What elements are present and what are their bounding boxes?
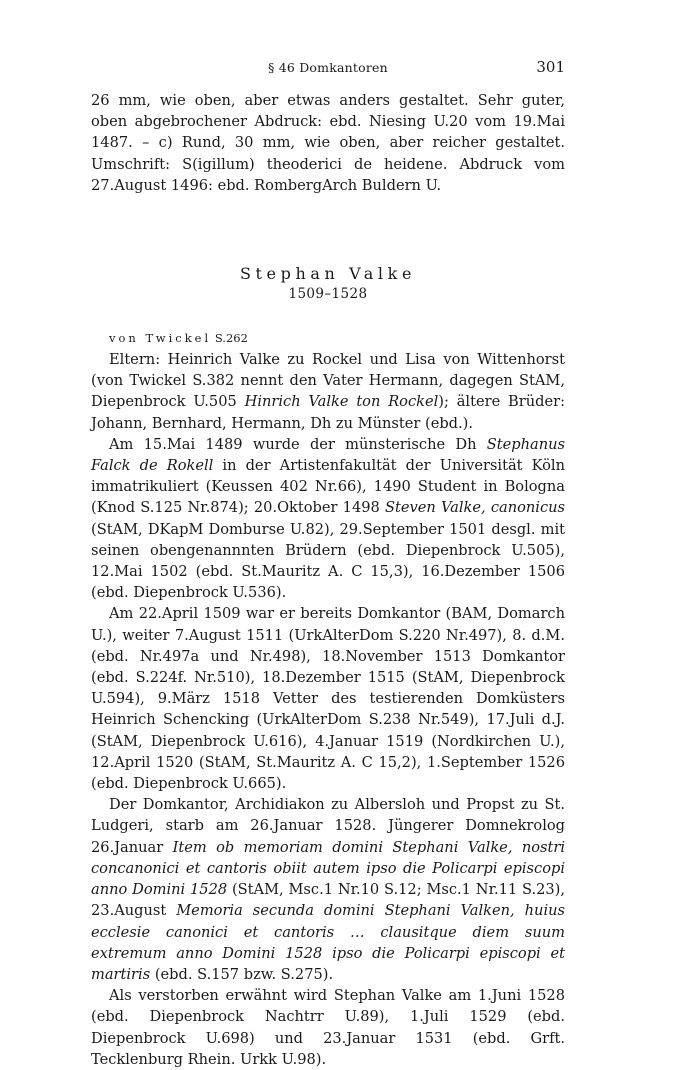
running-title: § 46 Domkantoren: [268, 60, 388, 75]
intro-paragraph: 26 mm, wie oben, aber etwas anders gestaltet. Sehr guter, oben abgebrochener Abdruck: ebd. Niesing U.20 vom 19.Mai 1487. – c) Rund, 30 mm, wie oben, aber reicher gestaltet. Umschrift: S(igillum) theoderici de heidene. Abdruck vom 27.August 1496: ebd. RombergArch Buldern U.: [91, 92, 565, 194]
page-number: 301: [536, 58, 565, 76]
paragraph-parents: [91, 349, 565, 434]
italic-quote: Hinrich Valke ton Rockel: [244, 393, 439, 411]
italic-quote: Steven Valke, canonicus: [385, 499, 566, 517]
paragraph-career: [91, 434, 565, 604]
entry-years: 1509–1528: [288, 286, 368, 303]
text-run: (StAM, DKapM Domburse U.82), 29.September 1501 desgl. mit seinen obengenannnten Brüdern (ebd. Diepenbrock U.505), 12.Mai 1502 (ebd. St.Mauritz A. C 15,3), 16.Dezember 1506 (ebd. Diepenbrock U.536).: [91, 520, 565, 602]
paragraph-cantor: Am 22.April 1509 war er bereits Domkantor (BAM, Domarch U.), weiter 7.August 1511 (UrkAlterDom S.220 Nr.497), 8. d.M. (ebd. Nr.497a und Nr.498), 18.November 1513 Domkantor (ebd. S.224f. Nr.510), 18.Dezember 1515 (StAM, Diepenbrock U.594), 9.März 1518 Vetter des testierenden Domküsters Heinrich Schencking (UrkAlterDom S.238 Nr.549), 17.Juli d.J. (StAM, Diepenbrock U.616), 4.Januar 1519 (Nordkirchen U.), 12.April 1520 (StAM, St.Mauritz A. C 15,2), 1.September 1526 (ebd. Diepenbrock U.665).: [91, 605, 565, 793]
text-run: Der Domkantor, Archidiakon zu Albersloh und Propst zu St. Ludgeri, starb am 26.Januar 1528. Jüngerer Domnekrolog 26.Januar: [91, 796, 565, 856]
running-head: [91, 58, 565, 80]
italic-quote: Memoria secunda domini Stephani Valken, huius ecclesie canonici et cantoris … clausitque diem suum extremum anno Domini 1528 ipso die Policarpi episcopi et martiris: [91, 902, 565, 983]
paragraph-posthumous: Als verstorben erwähnt wird Stephan Valke am 1.Juni 1528 (ebd. Diepenbrock Nachtrr U.89), 1.Juli 1529 (ebd. Diepenbrock U.698) und 23.Januar 1531 (ebd. Grft. Tecklenburg Rhein. Urkk U.98).: [91, 987, 565, 1068]
text-run: ); ältere Brüder: Johann, Bernhard, Hermann, Dh zu Münster (ebd.).: [91, 393, 566, 432]
text-run: Eltern: Heinrich Valke zu Rockel und Lisa von Wittenhorst (von Twickel S.382 nennt den Vater Hermann, dagegen StAM, Diepenbrock U.505: [91, 351, 565, 411]
entry-heading: Stephan Valke: [239, 264, 417, 284]
entry-body: [91, 349, 565, 1070]
text-run: (StAM, Msc.1 Nr.10 S.12; Msc.1 Nr.11 S.23), 23.August: [91, 881, 565, 920]
text-run: (ebd. S.157 bzw. S.275).: [150, 965, 334, 983]
text-run: Am 15.Mai 1489 wurde der münsterische Dh: [109, 435, 487, 453]
paragraph-death: [91, 794, 565, 985]
italic-quote: Stephanus Falck de Rokell: [91, 435, 565, 475]
reference-author: von Twickel: [109, 331, 212, 346]
reference-page: S.262: [214, 331, 248, 346]
text-run: in der Artistenfakultät der Universität Köln immatrikuliert (Keussen 402 Nr.66), 1490 Student in Bologna (Knod S.125 Nr.874); 20.Oktober 1498: [91, 457, 565, 517]
reference-line: [91, 330, 565, 347]
book-page: [91, 58, 565, 1070]
italic-quote: Item ob memoriam domini Stephani Valke, nostri concanonici et cantoris obiit autem ipso die Policarpi episcopi anno Domini 1528: [91, 838, 565, 899]
